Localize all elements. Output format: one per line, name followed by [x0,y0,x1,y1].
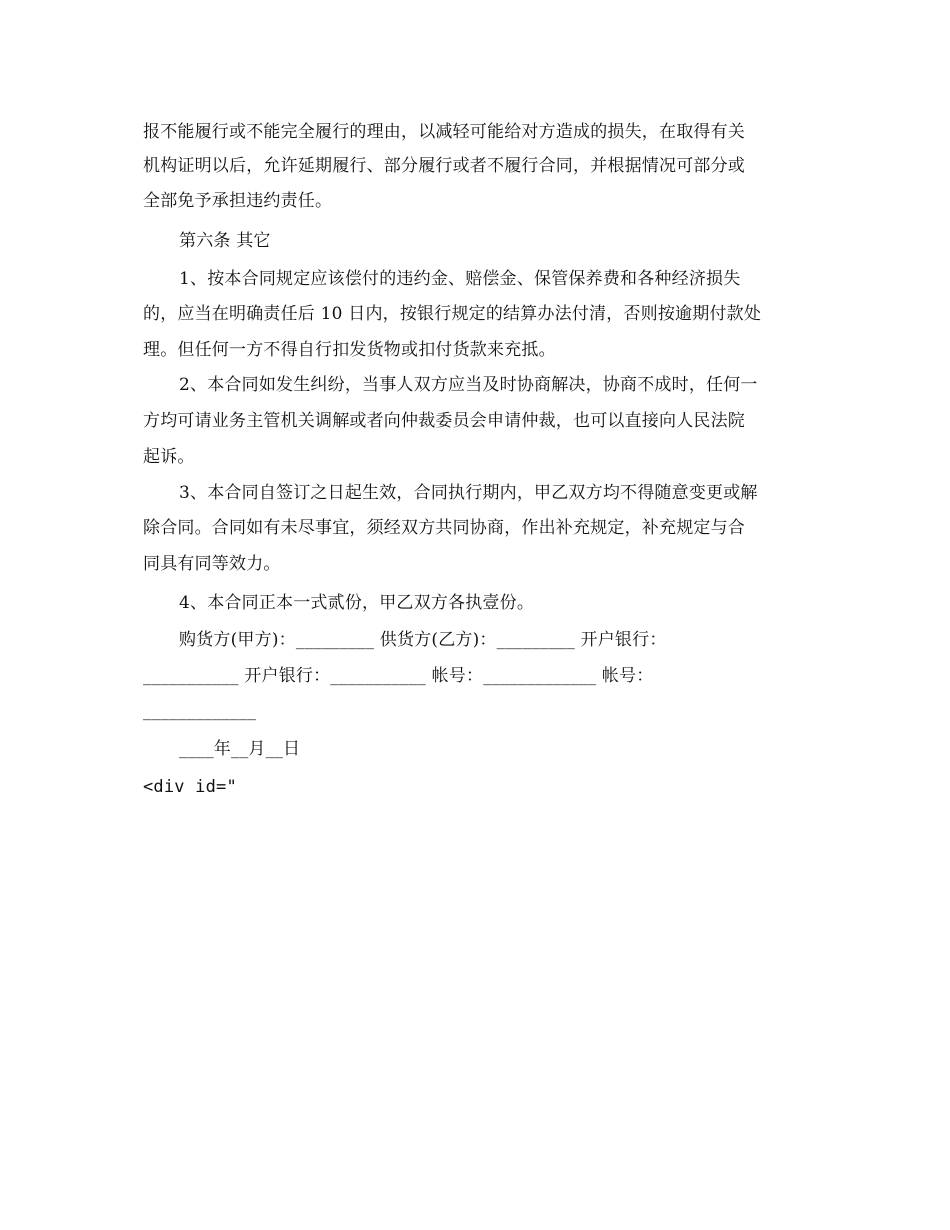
clause-1-line: 理。但任何一方不得自行扣发货物或扣付货款来充抵。 [143,340,556,360]
clause-1-line: 的，应当在明确责任后 10 日内，按银行规定的结算办法付清，否则按逾期付款处 [143,304,762,324]
clause-3-line: 除合同。合同如有未尽事宜，须经双方共同协商，作出补充规定，补充规定与合 [143,518,745,538]
clause-2-line: 2、本合同如发生纠纷，当事人双方应当及时协商解决，协商不成时，任何一 [179,375,758,395]
clause-1-line: 1、按本合同规定应该偿付的违约金、赔偿金、保管保养费和各种经济损失 [179,269,741,289]
clause-3-line: 同具有同等效力。 [143,554,281,574]
paragraph-line: 全部免予承担违约责任。 [143,191,333,211]
clause-2-line: 起诉。 [143,447,195,467]
stray-markup-text: <div id=" [143,777,237,797]
clause-2-line: 方均可请业务主管机关调解或者向仲裁委员会申请仲裁，也可以直接向人民法院 [143,411,745,431]
signature-block-line: ___________ 开户银行：___________ 帐号：_____________ 帐号： [143,666,654,686]
date-line: ____年__月__日 [179,739,301,759]
paragraph-line: 机构证明以后，允许延期履行、部分履行或者不履行合同，并根据情况可部分或 [143,156,745,176]
signature-block-line: 购货方(甲方)：_________ 供货方(乙方)：_________ 开户银行： [179,630,667,650]
signature-block-line: _____________ [143,701,257,721]
clause-4-line: 4、本合同正本一式贰份，甲乙双方各执壹份。 [179,593,535,613]
section-heading: 第六条 其它 [179,231,271,251]
paragraph-line: 报不能履行或不能完全履行的理由，以减轻可能给对方造成的损失，在取得有关 [143,122,745,142]
clause-3-line: 3、本合同自签订之日起生效，合同执行期内，甲乙双方均不得随意变更或解 [179,483,758,503]
